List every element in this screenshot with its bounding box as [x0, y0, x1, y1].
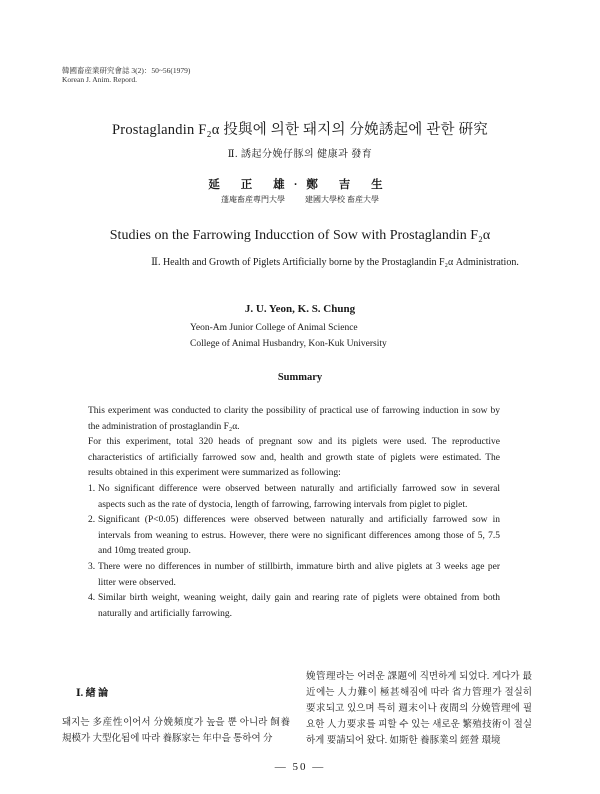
summary-heading: Summary [277, 372, 323, 383]
subtitle-korean: Ⅱ. 誘起分娩仔豚의 健康과 發育 [227, 149, 373, 160]
left-column [62, 684, 290, 747]
affiliations-english [190, 320, 387, 352]
journal-citation-ko: 韓國畜産業研究會誌 3(2)：50~56(1979) [62, 66, 191, 75]
summary-paragraph-1: This experiment was conducted to clarity the possibility of practical use of farrowing induction in sow by the administration of prostaglandin F₂α. [88, 406, 500, 432]
summary-item-number: 3. [88, 561, 96, 572]
affiliations-korean [0, 194, 600, 205]
summary-body [88, 404, 500, 622]
affiliation-en-2: College of Animal Husbandry, Kon-Kuk University [190, 339, 387, 349]
summary-list [88, 482, 500, 622]
summary-item-text: No significant difference were observed between naturally and artificially farrowed sow in several aspects such as the rate of dystocia, length of farrowing, farrowing intervals from piglet to piglet. [98, 483, 500, 510]
summary-item [88, 513, 500, 560]
summary-item-text: Significant (P<0.05) differences were observed between naturally and artificially farrowed sow in intervals from weaning to estrus. However, there were no significant differences among those of 5, 7.5 and 10mg treated group. [98, 515, 500, 557]
title-korean: Prostaglandin F₂α 投與에 의한 돼지의 分娩誘起에 관한 硏究 [112, 122, 488, 138]
summary-item-number: 4. [88, 593, 96, 604]
summary-item [88, 591, 500, 622]
summary-item-text: Similar birth weight, weaning weight, daily gain and rearing rate of piglets were obtained from both naturally and artificially farrowing. [98, 593, 500, 619]
introduction-text: 돼지는 多産性이어서 分娩頻度가 높을 뿐 아니라 飼養規模가 大型化됨에 따라 養豚家는 年中을 통하여 分 [62, 718, 290, 744]
journal-citation-en: Korean J. Anim. Repord. [62, 75, 137, 84]
authors-korean: 延 正 雄·鄭 吉 生 [208, 179, 392, 191]
affiliation-en-1: Yeon-Am Junior College of Animal Science [190, 323, 358, 333]
summary-item [88, 482, 500, 513]
summary-item-number: 1. [88, 483, 96, 494]
summary-item-number: 2. [88, 515, 96, 526]
right-column [306, 669, 532, 749]
summary-item [88, 560, 500, 591]
affiliation-ko-2: 建國大學校 畜産大學 [305, 195, 379, 204]
section-heading-introduction: Ⅰ. 緖 論 [76, 688, 109, 699]
authors-english: J. U. Yeon, K. S. Chung [244, 303, 356, 315]
subtitle-english: Ⅱ. Health and Growth of Piglets Artificially borne by the Prostaglandin F₂α Administration. [151, 257, 519, 268]
summary-paragraph-2: For this experiment, total 320 heads of pregnant sow and its piglets were used. The reproductive characteristics of artificially farrowed sow and, health and growth state of piglets were estimated. The results obtained in this experiment were summarized as following: [88, 437, 500, 479]
affiliation-ko-1: 蓬庵畜産專門大學 [221, 195, 285, 204]
journal-reference [62, 66, 190, 84]
summary-item-text: There were no differences in number of stillbirth, immature birth and alive piglets at 3 weeks age per litter were observed. [98, 561, 500, 588]
introduction-continued-text: 娩管理라는 어려운 課題에 직면하게 되었다. 게다가 最近에는 人力難이 極甚해짐에 따라 省力管理가 절실히 要求되고 있으며 특히 週末이나 夜間의 分娩管理에 필요한 人力要求를 피할 수 있는 새로운 繁殖技術이 절실하게 要請되어 왔다. 如斯한 養豚業의 經營 環境 [306, 672, 532, 746]
page-number: — 50 — [274, 761, 326, 773]
title-english: Studies on the Farrowing Inducction of Sow with Prostaglandin F₂α [109, 228, 491, 243]
